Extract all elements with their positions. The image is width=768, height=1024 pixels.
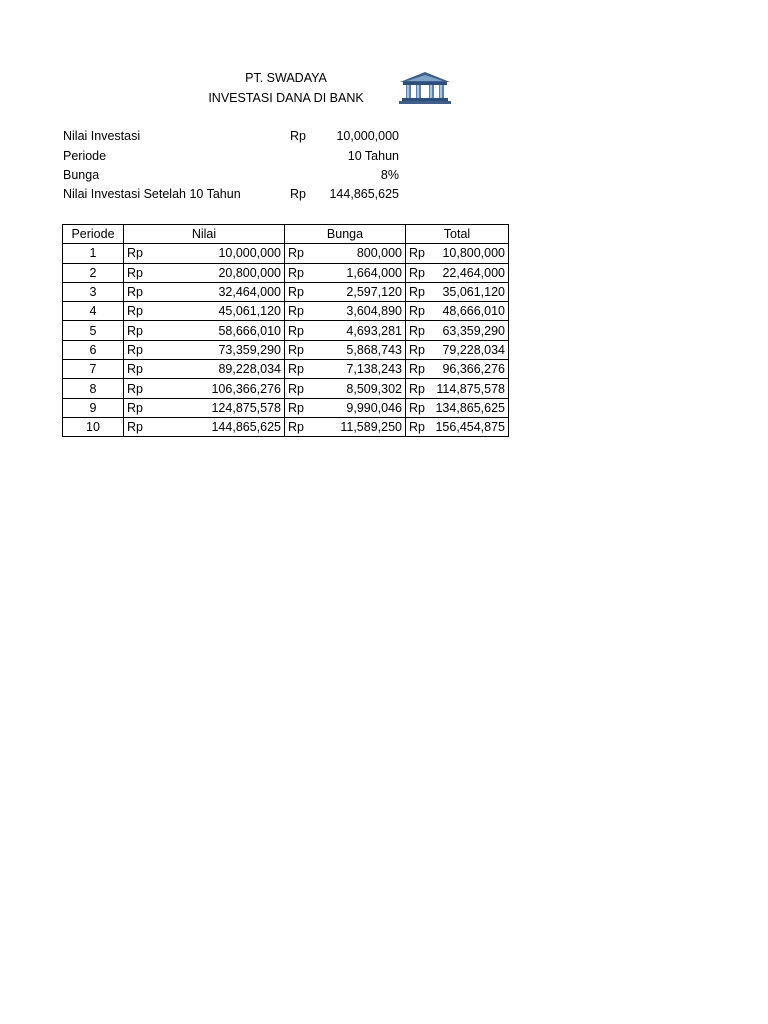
currency-label: Rp	[127, 342, 143, 357]
currency-label: Rp	[127, 323, 143, 338]
amount-nilai: 20,800,000	[218, 265, 281, 280]
amount-nilai: 144,865,625	[211, 420, 281, 435]
currency-label: Rp	[409, 246, 425, 261]
amount-total: 22,464,000	[442, 265, 505, 280]
amount-nilai: 58,666,010	[218, 323, 281, 338]
info-value-periode: 10 Tahun	[347, 149, 399, 163]
currency-label: Rp	[409, 265, 425, 280]
currency-label: Rp	[288, 323, 304, 338]
currency-label: Rp	[288, 304, 304, 319]
cell-bunga	[285, 398, 406, 417]
currency-label: Rp	[127, 285, 143, 300]
investment-table	[62, 224, 509, 437]
cell-bunga	[285, 244, 406, 263]
currency-label: Rp	[409, 362, 425, 377]
currency-label: Rp	[127, 265, 143, 280]
amount-bunga: 1,664,000	[346, 265, 402, 280]
currency-label: Rp	[127, 420, 143, 435]
cell-total	[406, 321, 509, 340]
currency-label: Rp	[288, 362, 304, 377]
currency-label: Rp	[127, 246, 143, 261]
document-subtitle: INVESTASI DANA DI BANK	[208, 91, 364, 105]
cell-periode: 9	[63, 398, 124, 417]
amount-total: 134,865,625	[435, 400, 505, 415]
cell-total	[406, 340, 509, 359]
currency-label: Rp	[288, 420, 304, 435]
table-row	[63, 302, 509, 321]
cell-nilai	[124, 398, 285, 417]
cell-periode: 3	[63, 282, 124, 301]
cell-periode: 2	[63, 263, 124, 282]
currency-label: Rp	[409, 304, 425, 319]
cell-bunga	[285, 379, 406, 398]
amount-total: 79,228,034	[442, 342, 505, 357]
bank-building-icon	[398, 71, 452, 105]
cell-total	[406, 263, 509, 282]
currency-label: Rp	[127, 400, 143, 415]
amount-bunga: 8,509,302	[346, 381, 402, 396]
currency-label: Rp	[127, 381, 143, 396]
amount-bunga: 11,589,250	[340, 420, 402, 435]
cell-total	[406, 417, 509, 436]
header-bunga: Bunga	[285, 225, 406, 244]
currency-label: Rp	[288, 342, 304, 357]
cell-bunga	[285, 321, 406, 340]
currency-label: Rp	[127, 362, 143, 377]
amount-bunga: 800,000	[356, 246, 402, 261]
info-value-nilai-akhir: 144,865,625	[329, 187, 399, 201]
cell-total	[406, 398, 509, 417]
amount-total: 48,666,010	[442, 304, 505, 319]
table-header-row	[63, 225, 509, 244]
amount-total: 10,800,000	[442, 246, 505, 261]
info-currency: Rp	[290, 187, 306, 201]
cell-bunga	[285, 302, 406, 321]
cell-nilai	[124, 360, 285, 379]
currency-label: Rp	[288, 381, 304, 396]
currency-label: Rp	[288, 285, 304, 300]
table-row	[63, 321, 509, 340]
amount-bunga: 7,138,243	[346, 362, 402, 377]
info-label-periode: Periode	[63, 149, 107, 163]
amount-total: 63,359,290	[442, 323, 505, 338]
cell-nilai	[124, 379, 285, 398]
currency-label: Rp	[409, 342, 425, 357]
amount-bunga: 5,868,743	[346, 342, 402, 357]
cell-nilai	[124, 244, 285, 263]
cell-nilai	[124, 417, 285, 436]
cell-nilai	[124, 263, 285, 282]
cell-bunga	[285, 417, 406, 436]
header-nilai: Nilai	[124, 225, 285, 244]
cell-nilai	[124, 321, 285, 340]
amount-total: 114,875,578	[436, 381, 505, 396]
table-body	[63, 244, 509, 437]
company-title: PT. SWADAYA	[245, 71, 327, 85]
currency-label: Rp	[288, 246, 304, 261]
currency-label: Rp	[288, 400, 304, 415]
amount-nilai: 73,359,290	[218, 342, 281, 357]
cell-bunga	[285, 282, 406, 301]
amount-total: 35,061,120	[442, 285, 505, 300]
cell-nilai	[124, 340, 285, 359]
amount-bunga: 9,990,046	[346, 400, 402, 415]
table-row	[63, 263, 509, 282]
header-periode: Periode	[63, 225, 124, 244]
cell-total	[406, 302, 509, 321]
currency-label: Rp	[409, 420, 425, 435]
table-row	[63, 282, 509, 301]
info-value-nilai-investasi: 10,000,000	[336, 129, 399, 143]
cell-periode: 5	[63, 321, 124, 340]
amount-bunga: 3,604,890	[346, 304, 402, 319]
info-currency: Rp	[290, 129, 306, 143]
cell-periode: 7	[63, 360, 124, 379]
amount-nilai: 124,875,578	[211, 400, 281, 415]
currency-label: Rp	[409, 323, 425, 338]
header-total: Total	[406, 225, 509, 244]
cell-total	[406, 379, 509, 398]
info-value-bunga: 8%	[380, 168, 399, 182]
currency-label: Rp	[288, 265, 304, 280]
currency-label: Rp	[409, 381, 425, 396]
cell-bunga	[285, 360, 406, 379]
amount-total: 96,366,276	[442, 362, 505, 377]
cell-periode: 1	[63, 244, 124, 263]
cell-total	[406, 282, 509, 301]
amount-bunga: 2,597,120	[346, 285, 402, 300]
table-row	[63, 360, 509, 379]
amount-nilai: 10,000,000	[218, 246, 281, 261]
amount-nilai: 89,228,034	[218, 362, 281, 377]
currency-label: Rp	[409, 400, 425, 415]
cell-periode: 4	[63, 302, 124, 321]
table-row	[63, 244, 509, 263]
amount-nilai: 32,464,000	[218, 285, 281, 300]
amount-bunga: 4,693,281	[346, 323, 402, 338]
cell-total	[406, 360, 509, 379]
cell-bunga	[285, 263, 406, 282]
amount-nilai: 45,061,120	[218, 304, 281, 319]
table-row	[63, 417, 509, 436]
cell-nilai	[124, 282, 285, 301]
amount-nilai: 106,366,276	[211, 381, 281, 396]
cell-nilai	[124, 302, 285, 321]
cell-periode: 10	[63, 417, 124, 436]
info-label-bunga: Bunga	[63, 168, 100, 182]
table-row	[63, 379, 509, 398]
cell-total	[406, 244, 509, 263]
cell-bunga	[285, 340, 406, 359]
currency-label: Rp	[127, 304, 143, 319]
table-row	[63, 340, 509, 359]
table-row	[63, 398, 509, 417]
amount-total: 156,454,875	[435, 420, 505, 435]
cell-periode: 8	[63, 379, 124, 398]
currency-label: Rp	[409, 285, 425, 300]
info-label-nilai-investasi: Nilai Investasi	[63, 129, 141, 143]
cell-periode: 6	[63, 340, 124, 359]
info-label-nilai-akhir: Nilai Investasi Setelah 10 Tahun	[63, 187, 241, 201]
